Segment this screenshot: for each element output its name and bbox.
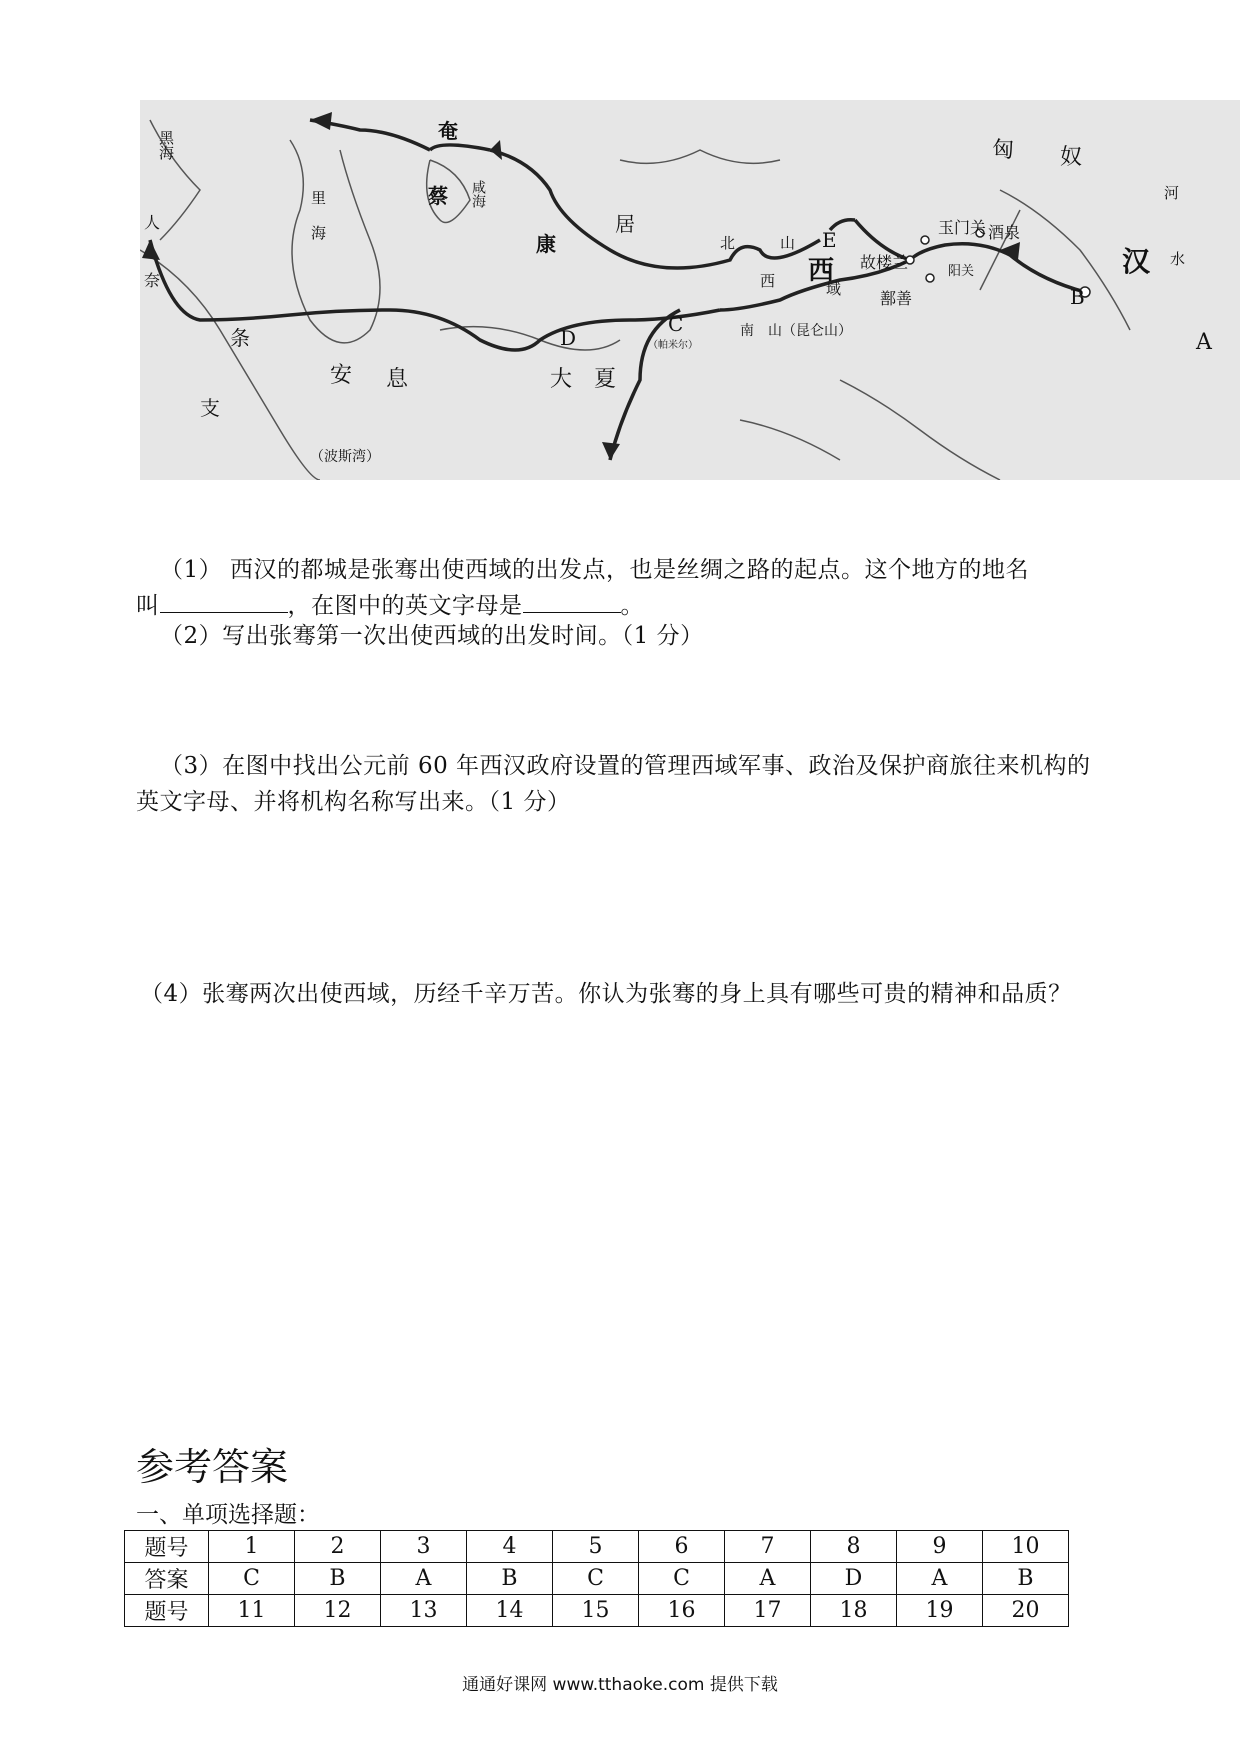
map-label-xianhai: 咸海 <box>470 180 486 208</box>
question-number-cell: 3 <box>381 1531 467 1563</box>
question-4: （4）张骞两次出使西域，历经千辛万苦。你认为张骞的身上具有哪些可贵的精神和品质？ <box>140 981 1072 1007</box>
question-3-line2: 英文字母、并将机构名称写出来。（1 分） <box>136 789 571 815</box>
question-1-line1: （1） 西汉的都城是张骞出使西域的出发点，也是丝绸之路的起点。这个地方的地名 <box>160 557 1029 583</box>
table-row-numbers-1 <box>125 1531 1069 1563</box>
silk-road-map <box>140 100 1240 480</box>
answer-cell: A <box>381 1563 467 1595</box>
map-label-lihai: 里海 <box>309 190 327 260</box>
answer-cell: A <box>897 1563 983 1595</box>
question-1-text-c: 。 <box>620 593 644 619</box>
answer-section-title: 参考答案 <box>136 1445 289 1489</box>
point-e <box>921 236 929 244</box>
map-label-shan: 山 <box>780 234 796 252</box>
question-number-cell: 1 <box>209 1531 295 1563</box>
map-label-daxia: 大 夏 <box>550 367 617 392</box>
map-letter-b: B <box>1070 285 1085 309</box>
question-number-cell: 16 <box>639 1595 725 1627</box>
map-letter-e: E <box>822 228 837 252</box>
question-number-cell: 15 <box>553 1595 639 1627</box>
map-label-xiongnu-nu: 奴 <box>1060 145 1083 170</box>
question-number-cell: 17 <box>725 1595 811 1627</box>
question-2: （2）写出张骞第一次出使西域的出发时间。（1 分） <box>160 623 704 649</box>
map-label-shui: 水 <box>1170 250 1186 268</box>
answer-cell: D <box>811 1563 897 1595</box>
map-label-loulan: 故楼兰 <box>860 253 909 272</box>
row-label: 题号 <box>125 1595 209 1627</box>
point-shanshan <box>926 274 934 282</box>
answer-cell: B <box>467 1563 553 1595</box>
table-row-numbers-2 <box>125 1595 1069 1627</box>
map-label-kang: 康 <box>536 232 556 256</box>
question-number-cell: 20 <box>983 1595 1069 1627</box>
map-label-pamir: （帕米尔） <box>648 340 698 351</box>
map-label-he: 河 <box>1164 184 1180 202</box>
map-label-han: 汉 <box>1122 245 1151 278</box>
map-label-yan: 奄 <box>438 119 458 143</box>
question-number-cell: 18 <box>811 1595 897 1627</box>
map-label-jiuquan: 酒泉 <box>988 223 1021 242</box>
map-letter-d: D <box>560 326 577 350</box>
map-label-yangguan: 阳关 <box>948 264 975 279</box>
question-number-cell: 6 <box>639 1531 725 1563</box>
map-label-ju: 居 <box>615 212 635 236</box>
question-1-text-a: 叫 <box>136 593 160 619</box>
question-number-cell: 12 <box>295 1595 381 1627</box>
map-label-heihai: 黑海 <box>157 130 175 160</box>
question-number-cell: 8 <box>811 1531 897 1563</box>
map-label-xi2: 西 <box>760 272 776 290</box>
map-label-bosiwan: （波斯湾） <box>310 449 380 465</box>
question-number-cell: 14 <box>467 1595 553 1627</box>
map-label-bei: 北 <box>720 234 736 252</box>
map-letter-a: A <box>1196 330 1212 355</box>
question-number-cell: 11 <box>209 1595 295 1627</box>
answer-blank-letter[interactable] <box>523 586 621 613</box>
question-number-cell: 10 <box>983 1531 1069 1563</box>
page-footer: 通通好课网 www.tthaoke.com 提供下载 <box>462 1675 778 1695</box>
map-label-xi: 西 <box>808 256 835 286</box>
answer-cell: C <box>639 1563 725 1595</box>
question-number-cell: 7 <box>725 1531 811 1563</box>
answer-table <box>124 1530 1069 1627</box>
answer-cell: C <box>553 1563 639 1595</box>
question-3-line1: （3）在图中找出公元前 60 年西汉政府设置的管理西域军事、政治及保护商旅往来机构的 <box>160 753 1091 779</box>
question-number-cell: 9 <box>897 1531 983 1563</box>
map-label-xiongnu-xiong: 匈 <box>992 138 1015 163</box>
map-label-anxi-an: 安 <box>330 363 353 388</box>
map-label-yumenguan: 玉门关 <box>938 218 987 237</box>
answer-cell: B <box>983 1563 1069 1595</box>
map-label-anxi-xi: 息 <box>386 367 409 392</box>
map-label-zhi: 支 <box>200 396 220 420</box>
row-label: 答案 <box>125 1563 209 1595</box>
question-number-cell: 4 <box>467 1531 553 1563</box>
map-label-tai: 奈 <box>144 271 161 290</box>
answer-cell: C <box>209 1563 295 1595</box>
map-letter-c: C <box>668 312 684 336</box>
question-number-cell: 5 <box>553 1531 639 1563</box>
map-label-yu: 域 <box>826 280 842 298</box>
answer-cell: A <box>725 1563 811 1595</box>
map-label-nanshan: 南 山（昆仑山） <box>740 323 852 339</box>
map-label-cai: 蔡 <box>428 184 448 208</box>
map-coastlines <box>140 120 1130 480</box>
silk-road-route <box>150 120 1085 460</box>
map-label-ren: 人 <box>144 213 161 232</box>
question-number-cell: 19 <box>897 1595 983 1627</box>
answer-section-subtitle: 一、单项选择题： <box>136 1502 320 1528</box>
row-label: 题号 <box>125 1531 209 1563</box>
question-number-cell: 2 <box>295 1531 381 1563</box>
table-row-answers-1 <box>125 1563 1069 1595</box>
answer-cell: B <box>295 1563 381 1595</box>
question-1-text-b: ，在图中的英文字母是 <box>287 593 523 619</box>
map-label-shanshan: 鄯善 <box>880 289 913 308</box>
question-number-cell: 13 <box>381 1595 467 1627</box>
answer-blank-place-name[interactable] <box>160 586 288 613</box>
map-label-tiao: 条 <box>230 326 250 350</box>
